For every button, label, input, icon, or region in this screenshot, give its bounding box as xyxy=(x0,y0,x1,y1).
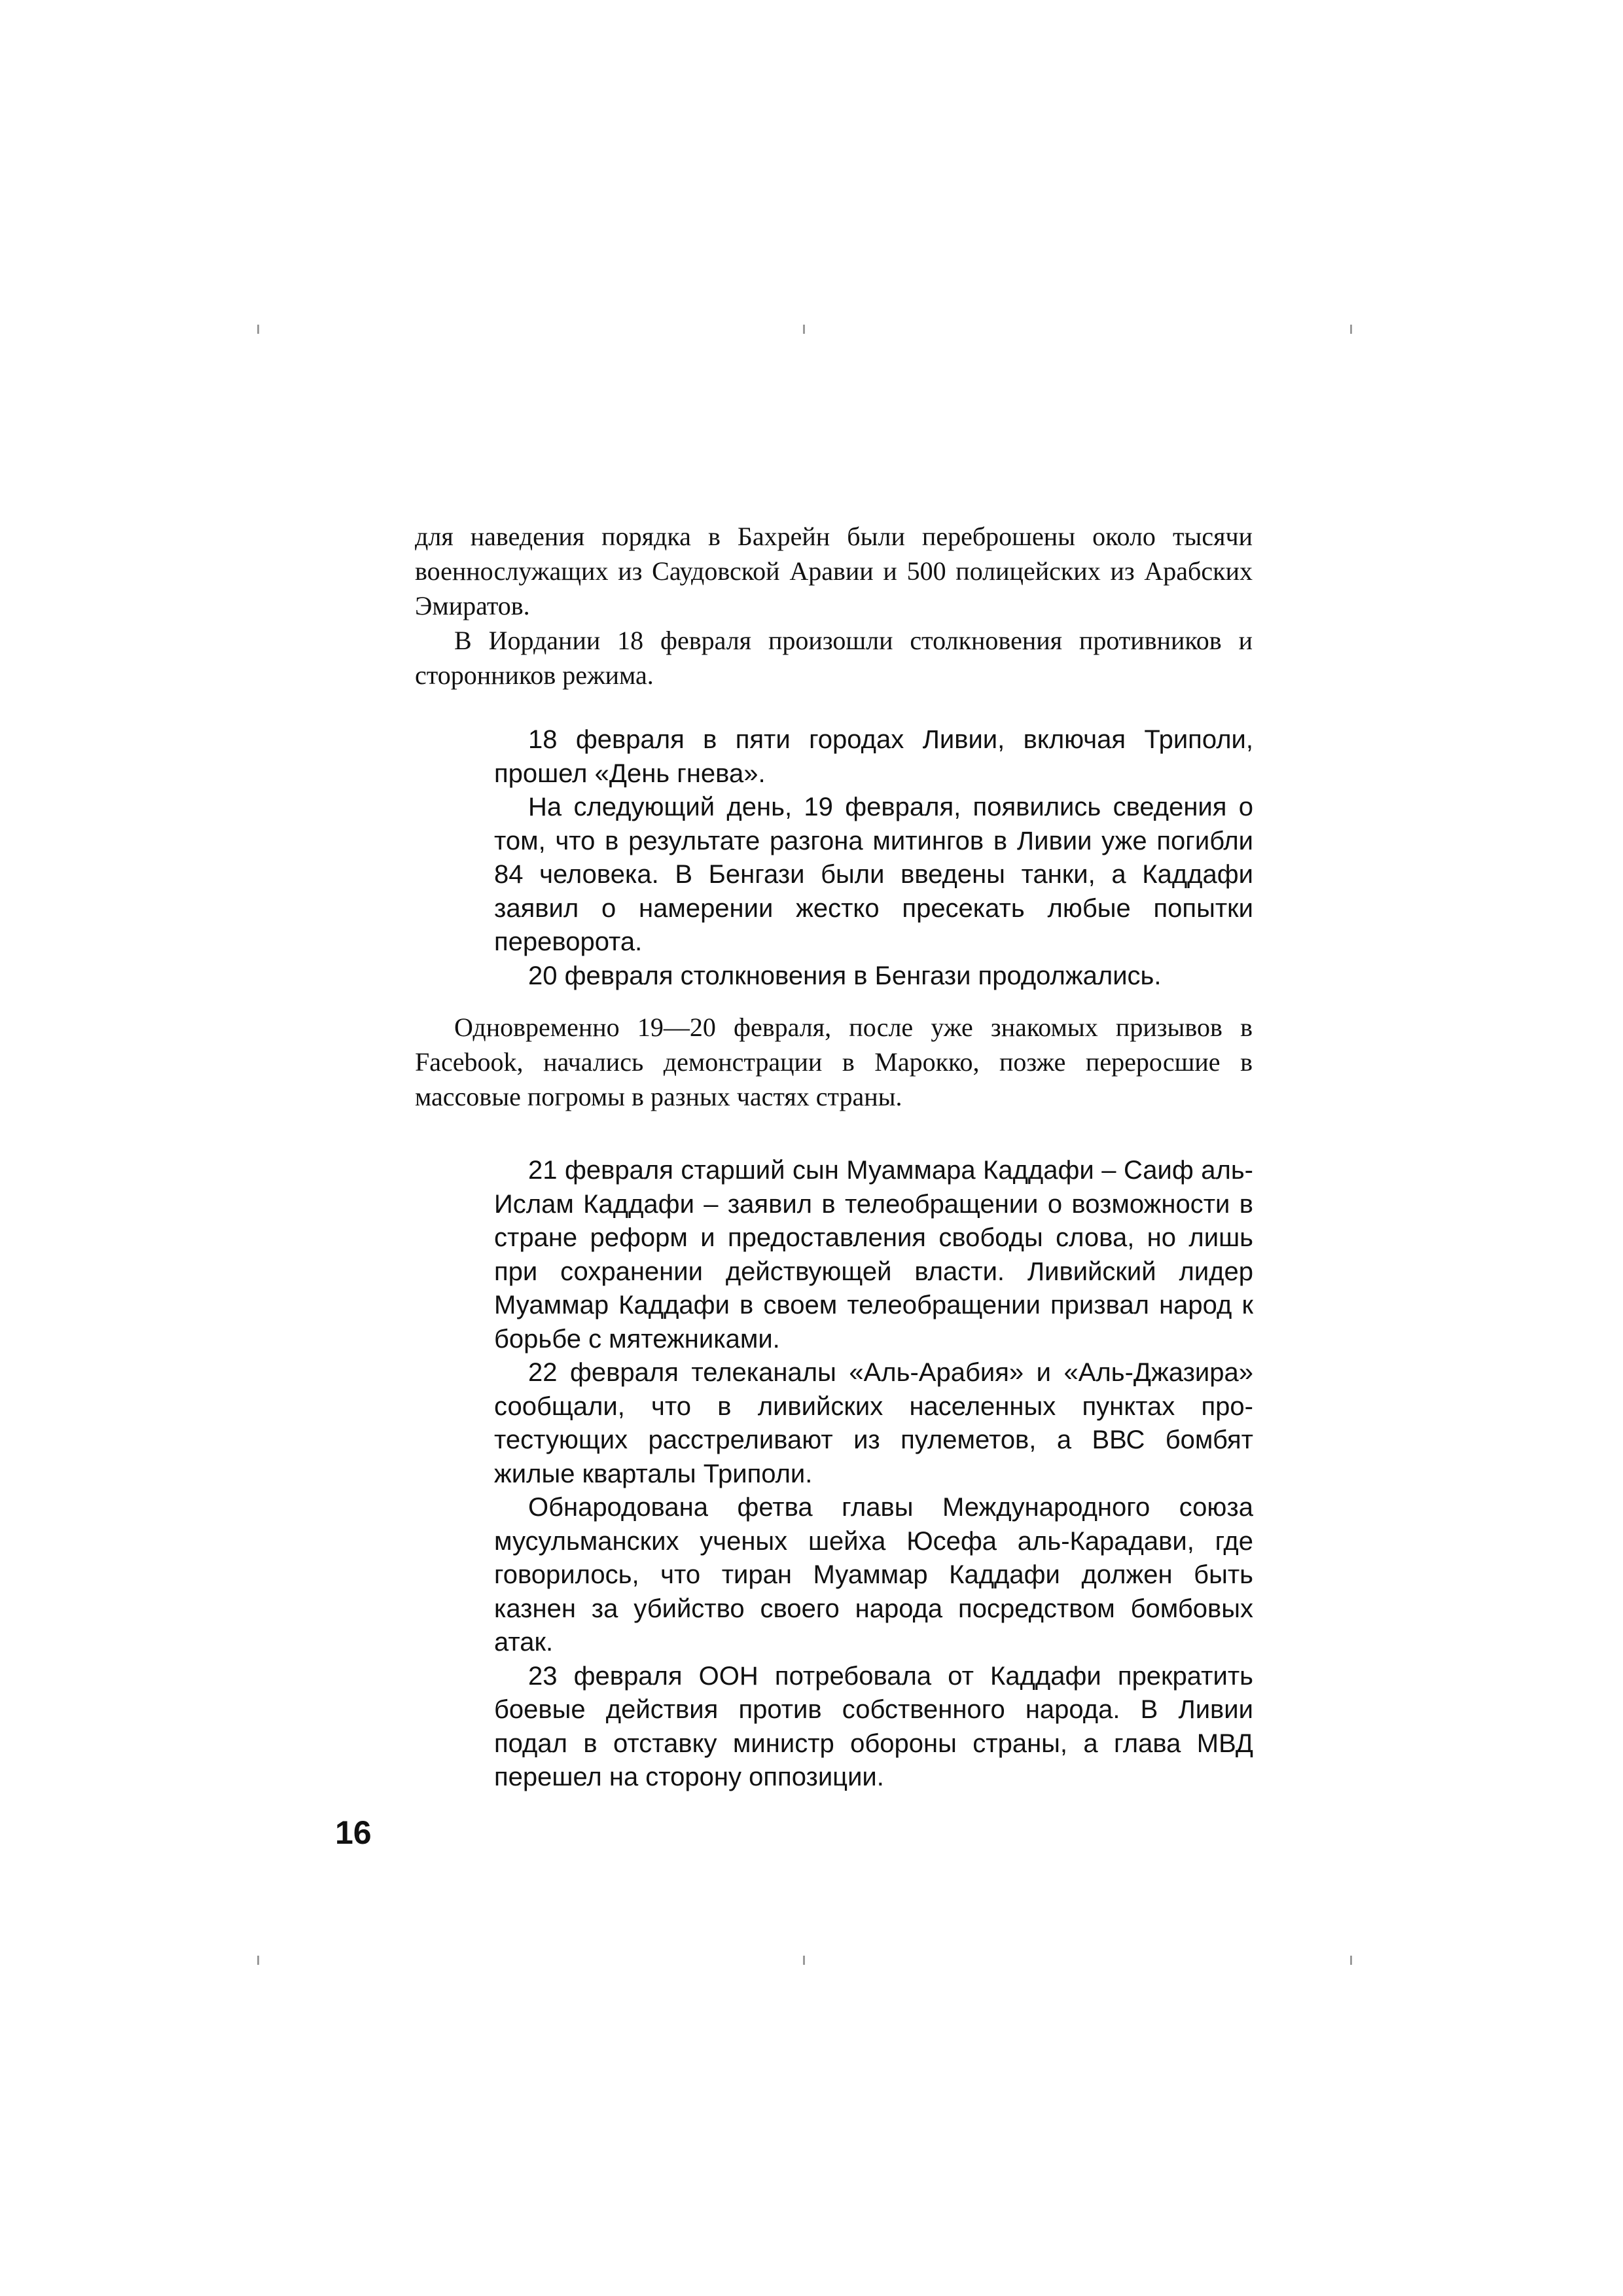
crop-mark-top-center xyxy=(803,325,805,334)
paragraph-morocco: Одновременно 19—20 февраля, после уже знакомых призывов в Facebook, начались демонстрации в Марокко, позже переросшие в массовые погромы в разных частях страны. xyxy=(415,1013,1253,1111)
paragraph-day-of-rage: 18 февраля в пяти городах Ливии, включая Триполи, прошел «День гнева». xyxy=(494,725,1253,788)
serif-text-block-2 xyxy=(415,1010,1253,1114)
sans-text-block-1 xyxy=(494,723,1253,993)
paragraph-jordan: В Иордании 18 февраля произошли столкновения противников и сторонников режима. xyxy=(415,626,1253,690)
crop-mark-top-right xyxy=(1350,325,1352,334)
paragraph-saif-al-islam: 21 февраля старший сын Муаммара Каддафи – Саиф аль-Ислам Каддафи – заявил в телеобращении о возможности в стране реформ и предоставления свободы слова, но лишь при сохранении действующей власти. Ливийский лидер Муаммар Каддафи в своем телеобращении призвал народ к борьбе с мятежниками. xyxy=(494,1156,1253,1354)
page-number: 16 xyxy=(335,1814,372,1851)
paragraph-fatwa: Обнародована фетва главы Международного союза мусульманских ученых шейха Юсефа аль-Карадави, где говорилось, что тиран Муаммар Каддафи должен быть казнен за убийство своего народа посредством бомбовых атак. xyxy=(494,1493,1253,1657)
paragraph-bahrain: для наведения порядка в Бахрейн были переброшены около тысячи военнослужащих из Саудовской Аравии и 500 полицейских из Арабских Эмиратов. xyxy=(415,522,1253,620)
serif-text-block-1 xyxy=(415,519,1253,692)
crop-mark-top-left xyxy=(257,325,259,334)
paragraph-al-arabiya: 22 февраля телеканалы «Аль-Арабия» и «Аль-Джазира» сообщали, что в ливийских населенных пунктах протестующих расстреливают из пулеметов, а ВВС бомбят жилые кварталы Триполи. xyxy=(494,1358,1253,1488)
paragraph-libya-casualties: На следующий день, 19 февраля, появились сведения о том, что в результате разгона митингов в Ливии уже погибли 84 человека. В Бенгази были введены танки, а Каддафи заявил о намерении жестко пресекать любые попытки переворота. xyxy=(494,793,1253,956)
paragraph-un-demand: 23 февраля ООН потребовала от Каддафи прекратить боевые действия против собственного народа. В Ливии подал в отставку министр обороны страны, а глава МВД перешел на сторону оппозиции. xyxy=(494,1661,1253,1791)
sans-text-block-2 xyxy=(494,1154,1253,1795)
paragraph-benghazi-clashes: 20 февраля столкновения в Бенгази продолжались. xyxy=(528,961,1162,990)
crop-mark-bottom-center xyxy=(803,1956,805,1965)
crop-mark-bottom-left xyxy=(257,1956,259,1965)
crop-mark-bottom-right xyxy=(1350,1956,1352,1965)
